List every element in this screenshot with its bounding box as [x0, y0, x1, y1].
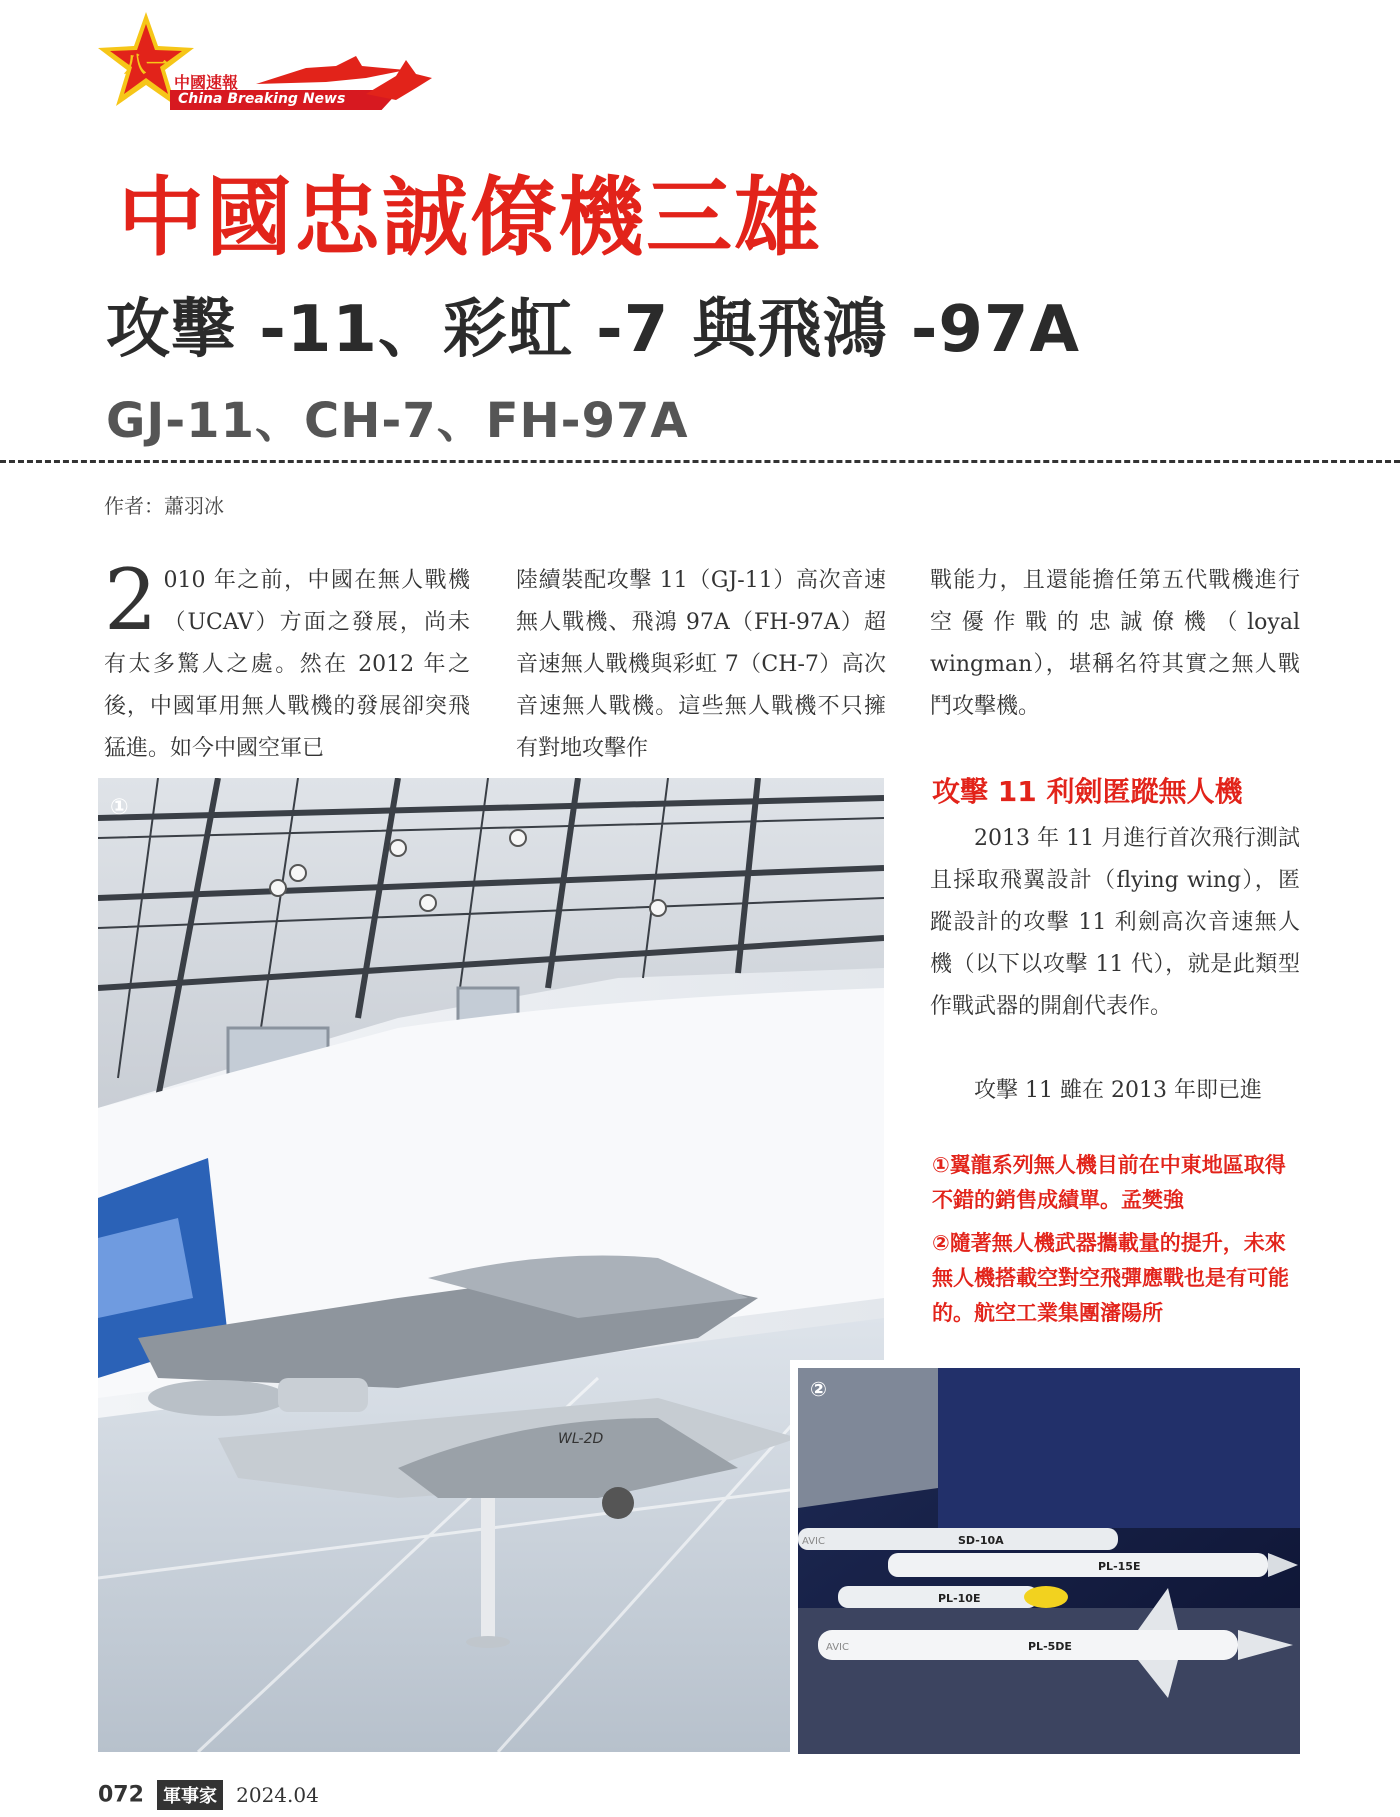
missile-sd-10a [798, 1528, 1118, 1550]
page-footer [98, 1780, 319, 1810]
photo-captions [932, 1148, 1304, 1339]
dashed-divider [0, 460, 1400, 463]
missile-pl-10e [838, 1586, 1068, 1608]
fighter-jets-icon [246, 48, 436, 112]
magazine-name: 軍事家 [157, 1780, 223, 1810]
body-column-1 [104, 551, 470, 770]
caption-2: ②隨著無人機武器攜載量的提升，未來無人機搭載空對空飛彈應戰也是有可能的。航空工業集團瀋陽所 [932, 1231, 1289, 1325]
body-column-3: 戰能力，且還能擔任第五代戰機進行空優作戰的忠誠僚機（loyal wingman），堪稱名符其實之無人戰鬥攻擊機。 [930, 568, 1300, 719]
article-title: 中國忠誠僚機三雄 [118, 168, 822, 268]
drone-label: WL-2D [558, 1431, 604, 1447]
svg-text:PL-5DE: PL-5DE [1028, 1640, 1072, 1653]
photo-1-number: ① [110, 795, 129, 820]
issue-date: 2024.04 [236, 1783, 319, 1807]
svg-text:AVIC: AVIC [826, 1642, 849, 1653]
magazine-logo [96, 10, 436, 110]
page-number: 072 [98, 1782, 144, 1808]
star-emblem-text: 八一 [123, 53, 169, 78]
logo-english-text: China Breaking News [178, 91, 346, 107]
drone-exhibition-photo [98, 778, 884, 1752]
photo-2-number: ② [810, 1377, 827, 1401]
missile-pl-15e [888, 1553, 1298, 1577]
article-subtitle: 攻擊 -11、彩虹 -7 與飛鴻 -97A [106, 293, 1080, 367]
article-english-subtitle: GJ-11、CH-7、FH-97A [106, 393, 689, 449]
svg-text:AVIC: AVIC [802, 1536, 825, 1547]
section-paragraph-2 [930, 1070, 1300, 1112]
author-byline: 作者：蕭羽冰 [104, 494, 224, 518]
section-heading: 攻擊 11 利劍匿蹤無人機 [932, 775, 1243, 808]
logo-chinese-text: 中國速報 [174, 73, 239, 92]
drop-cap: 2 [104, 551, 158, 649]
body-column-2: 陸續裝配攻擊 11（GJ-11）高次音速無人戰機、飛鴻 97A（FH-97A）超音速無人戰機與彩虹 7（CH-7）高次音速無人戰機。這些無人戰機不只擁有對地攻擊作 [516, 568, 886, 761]
caption-1: ①翼龍系列無人機目前在中東地區取得不錯的銷售成績單。孟樊強 [932, 1153, 1286, 1212]
missiles-illustration [798, 1368, 1300, 1754]
svg-text:PL-15E: PL-15E [1098, 1560, 1141, 1573]
missiles-photo [790, 1360, 1300, 1754]
svg-text:SD-10A: SD-10A [958, 1534, 1004, 1547]
section-paragraph-2-text: 攻擊 11 雖在 2013 年即已進 [974, 1078, 1262, 1103]
section-paragraph-1 [930, 818, 1300, 1028]
column-1-text: 010 年之前，中國在無人戰機（UCAV）方面之發展，尚未有太多驚人之處。然在 2012 年之後，中國軍用無人戰機的發展卻突飛猛進。如今中國空軍已 [104, 568, 470, 761]
svg-text:PL-10E: PL-10E [938, 1592, 981, 1605]
drone-exhibition-illustration [98, 778, 884, 1752]
section-paragraph-1-text: 2013 年 11 月進行首次飛行測試且採取飛翼設計（flying wing），匿蹤設計的攻擊 11 利劍高次音速無人機（以下以攻擊 11 代），就是此類型作戰武器的開創代表作。 [930, 826, 1300, 1019]
